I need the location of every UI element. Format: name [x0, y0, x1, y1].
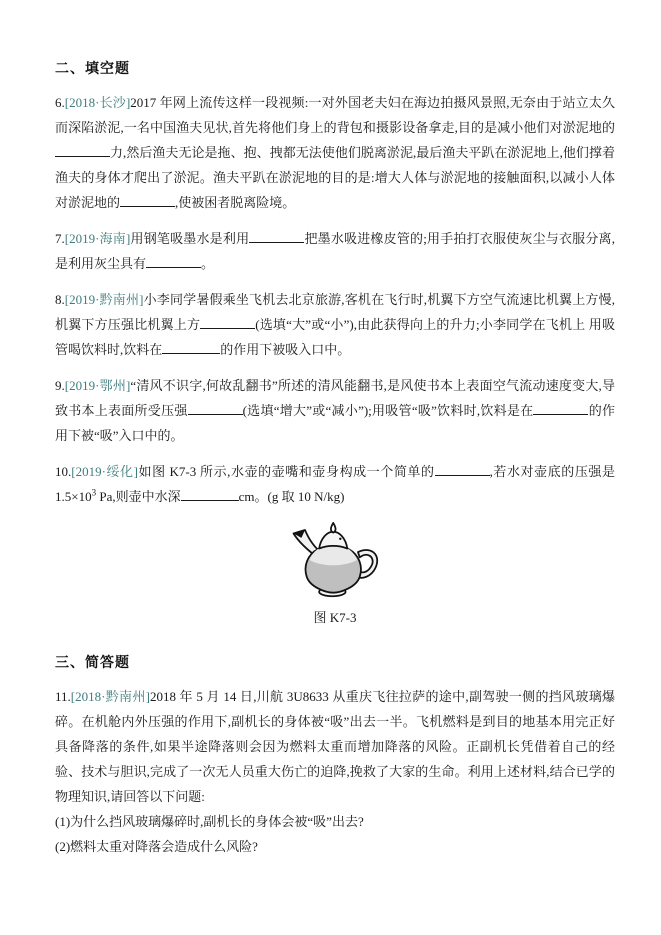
question-number: 10. — [55, 464, 72, 479]
question-number: 8. — [55, 292, 65, 307]
question-11: 11.[2018·黔南州]2018 年 5 月 14 日,川航 3U8633 从重庆飞往拉萨的途中,副驾驶一侧的挡风玻璃爆碎。在机舱内外压强的作用下,副机长的身体被“吸”出去一半。飞机燃料是到目的地基本用完正好具备降落的条件,如果半途降落则会因为燃料太重而增加降落的风险。正副机长凭借着自己的经验、技术与胆识,完成了一次无人员重大伤亡的迫降,挽救了大家的生命。利用上述材料,结合已学的物理知识,请回答以下问题: (1)为什么挡风玻璃爆碎时,副机长的身体会被“吸”出去? (2)燃料太重对降落会造成什么风险? — [55, 689, 615, 854]
question-number: 7. — [55, 231, 65, 246]
question-number: 11. — [55, 689, 71, 704]
answer-blank[interactable] — [181, 486, 239, 501]
fill-in-blank-section — [55, 58, 615, 626]
answer-blank[interactable] — [55, 142, 110, 157]
figure-caption: 图 K7-3 — [313, 610, 357, 625]
answer-blank[interactable] — [162, 339, 220, 354]
question-10: 10.[2019·绥化]如图 K7-3 所示,水壶的壶嘴和壶身构成一个简单的 ,若水对壶底的压强是 $1.5\times 10^3$ Pa,则壶中水深 cm。(g 取 10 N/kg) — [55, 459, 615, 509]
source-tag: [2019·黔南州] — [64, 292, 144, 307]
answer-blank[interactable] — [120, 192, 175, 207]
question-6: 6.[2018·长沙]2017 年网上流传这样一段视频:一对外国老夫妇在海边拍摄风景照,无奈由于站立太久而深陷淤泥,一名中国渔夫见状,首先将他们身上的背包和摄影设备拿走,目的是减小他们对淤泥地的力,然后渔夫无论是拖、抱、拽都无法使他们脱离淤泥,最后渔夫平趴在淤泥地上,他们撑着渔夫的身体才爬出了淤泥。渔夫平趴在淤泥地的目的是:增大人体与淤泥地的接触面积,以减小人体对淤泥地的 ,使被困者脱离险境。 — [55, 95, 615, 210]
answer-blank[interactable] — [435, 461, 490, 476]
answer-blank[interactable] — [188, 400, 243, 415]
superscript-exponent: 3 — [91, 487, 97, 498]
teapot-figure — [55, 520, 615, 626]
question-number: 6. — [55, 95, 65, 110]
question-7: 7.[2019·海南]用钢笔吸墨水是利用 把墨水吸进橡皮管的;用手拍打衣服使灰尘与衣服分离,是利用灰尘具有 。 — [55, 226, 615, 276]
question-8: 8.[2019·黔南州]小李同学暑假乘坐飞机去北京旅游,客机在飞行时,机翼下方空气流速比机翼上方慢,机翼下方压强比机翼上方 (选填“大”或“小”),由此获得向上的升力;小李同学在飞机上 用吸管喝饮料时,饮料在 的作用下被吸入口中。 — [55, 292, 615, 357]
short-answer-section — [55, 652, 615, 859]
short-answer-questions — [55, 684, 615, 859]
source-tag: [2019·绥化] — [71, 464, 138, 479]
answer-blank[interactable] — [200, 314, 255, 329]
teapot-image — [282, 520, 388, 600]
answer-blank[interactable] — [146, 253, 201, 268]
source-tag: [2019·海南] — [64, 231, 131, 246]
section-heading-short-answer: 三、简答题 — [55, 656, 130, 671]
source-tag: [2018·长沙] — [64, 95, 131, 110]
question-number: 9. — [55, 378, 65, 393]
section-heading-fill-in-blank: 二、填空题 — [55, 62, 130, 77]
answer-blank[interactable] — [533, 400, 588, 415]
source-tag: [2018·黔南州] — [70, 689, 150, 704]
fill-in-blank-questions — [55, 90, 615, 509]
source-tag: [2019·鄂州] — [64, 378, 131, 393]
answer-blank[interactable] — [249, 228, 304, 243]
question-9: 9.[2019·鄂州]“清风不识字,何故乱翻书”所述的清风能翻书,是风使书本上表面空气流动速度变大,导致书本上表面所受压强 (选填“增大”或“减小”);用吸管“吸”饮料时,饮料是在 的作用下被“吸”入口中的。 — [55, 378, 615, 443]
